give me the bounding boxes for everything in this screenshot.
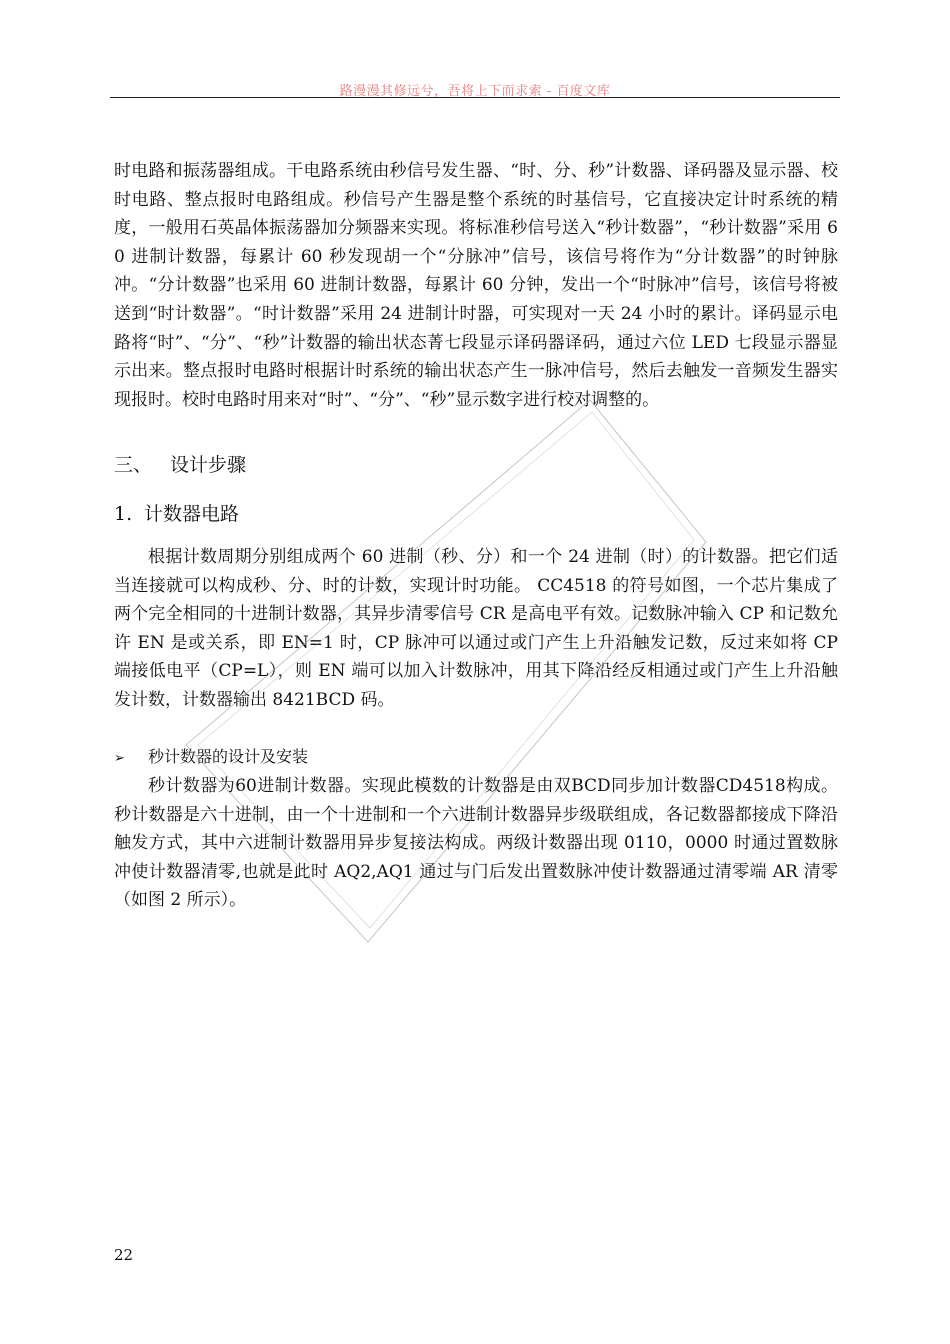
header-watermark-text: 路漫漫其修远兮，吾将上下而求索 - 百度文库 — [339, 84, 611, 99]
seconds-paragraph: 秒计数器为60进制计数器。实现此模数的计数器是由双BCD同步加计数器CD4518构成。秒计数器是六十进制，由一个十进制和一个六进制计数器异步级联组成，各记数器都接成下降沿触发方式，其中六进制计数器用异步复接法构成。两级计数器出现 0110，0000 时通过置数脉冲使计数器清零,也就是此时 AQ2,AQ1 通过与门后发出置数脉冲使计数器通过清零端 AR 清零（如图 2 所示）。 — [114, 776, 838, 911]
section-heading — [114, 451, 246, 479]
bullet-text: 秒计数器的设计及安装 — [148, 747, 309, 766]
subsection-heading — [114, 500, 239, 528]
intro-paragraph: 时电路和振荡器组成。干电路系统由秒信号发生器、“时、分、秒”计数器、译码器及显示器、校时电路、整点报时电路组成。秒信号产生器是整个系统的时基信号，它直接决定计时系统的精度，一般用石英晶体振荡器加分频器来实现。将标准秒信号送入“秒计数器”，“秒计数器”采用 60 进制计数器，每累计 60 秒发现胡一个“分脉冲”信号，该信号将作为“分计数器”的时钟脉冲。“分计数器”也采用 60 进制计数器，每累计 60 分钟，发出一个“时脉冲”信号，该信号将被送到“时计数器”。“时计数器”采用 24 进制计时器，可实现对一天 24 小时的累计。译码显示电路将“时”、“分”、“秒”计数器的输出状态菁七段显示译码器译码，通过六位 LED 七段显示器显示出来。整点报时电路时根据计时系统的输出状态产生一脉冲信号，然后去触发一音频发生器实现报时。校时电路时用来对“时”、“分”、“秒”显示数字进行校对调整的。 — [114, 161, 838, 410]
arrow-bullet-icon: ➢ — [114, 751, 125, 766]
page-number: 22 — [114, 1246, 134, 1264]
subsection-title: 计数器电路 — [144, 503, 240, 525]
section-title: 设计步骤 — [170, 454, 247, 476]
bullet-item — [114, 744, 308, 772]
subsection-number: 1. — [114, 503, 133, 525]
counter-paragraph: 根据计数周期分别组成两个 60 进制（秒、分）和一个 24 进制（时）的计数器。把它们适当连接就可以构成秒、分、时的计数，实现计时功能。 CC4518 的符号如图，一个芯片集成了两个完全相同的十进制计数器，其异步清零信号 CR 是高电平有效。记数脉冲输入 CP 和记数允许 EN 是或关系，即 EN=1 时，CP 脉冲可以通过或门产生上升沿触发记数，反过来如将 CP 端接低电平（CP=L），则 EN 端可以加入计数脉冲，用其下降沿经反相通过或门产生上升沿触发计数，计数器输出 8421BCD 码。 — [114, 547, 838, 710]
header-rule — [110, 97, 840, 98]
section-number: 三、 — [114, 454, 153, 476]
